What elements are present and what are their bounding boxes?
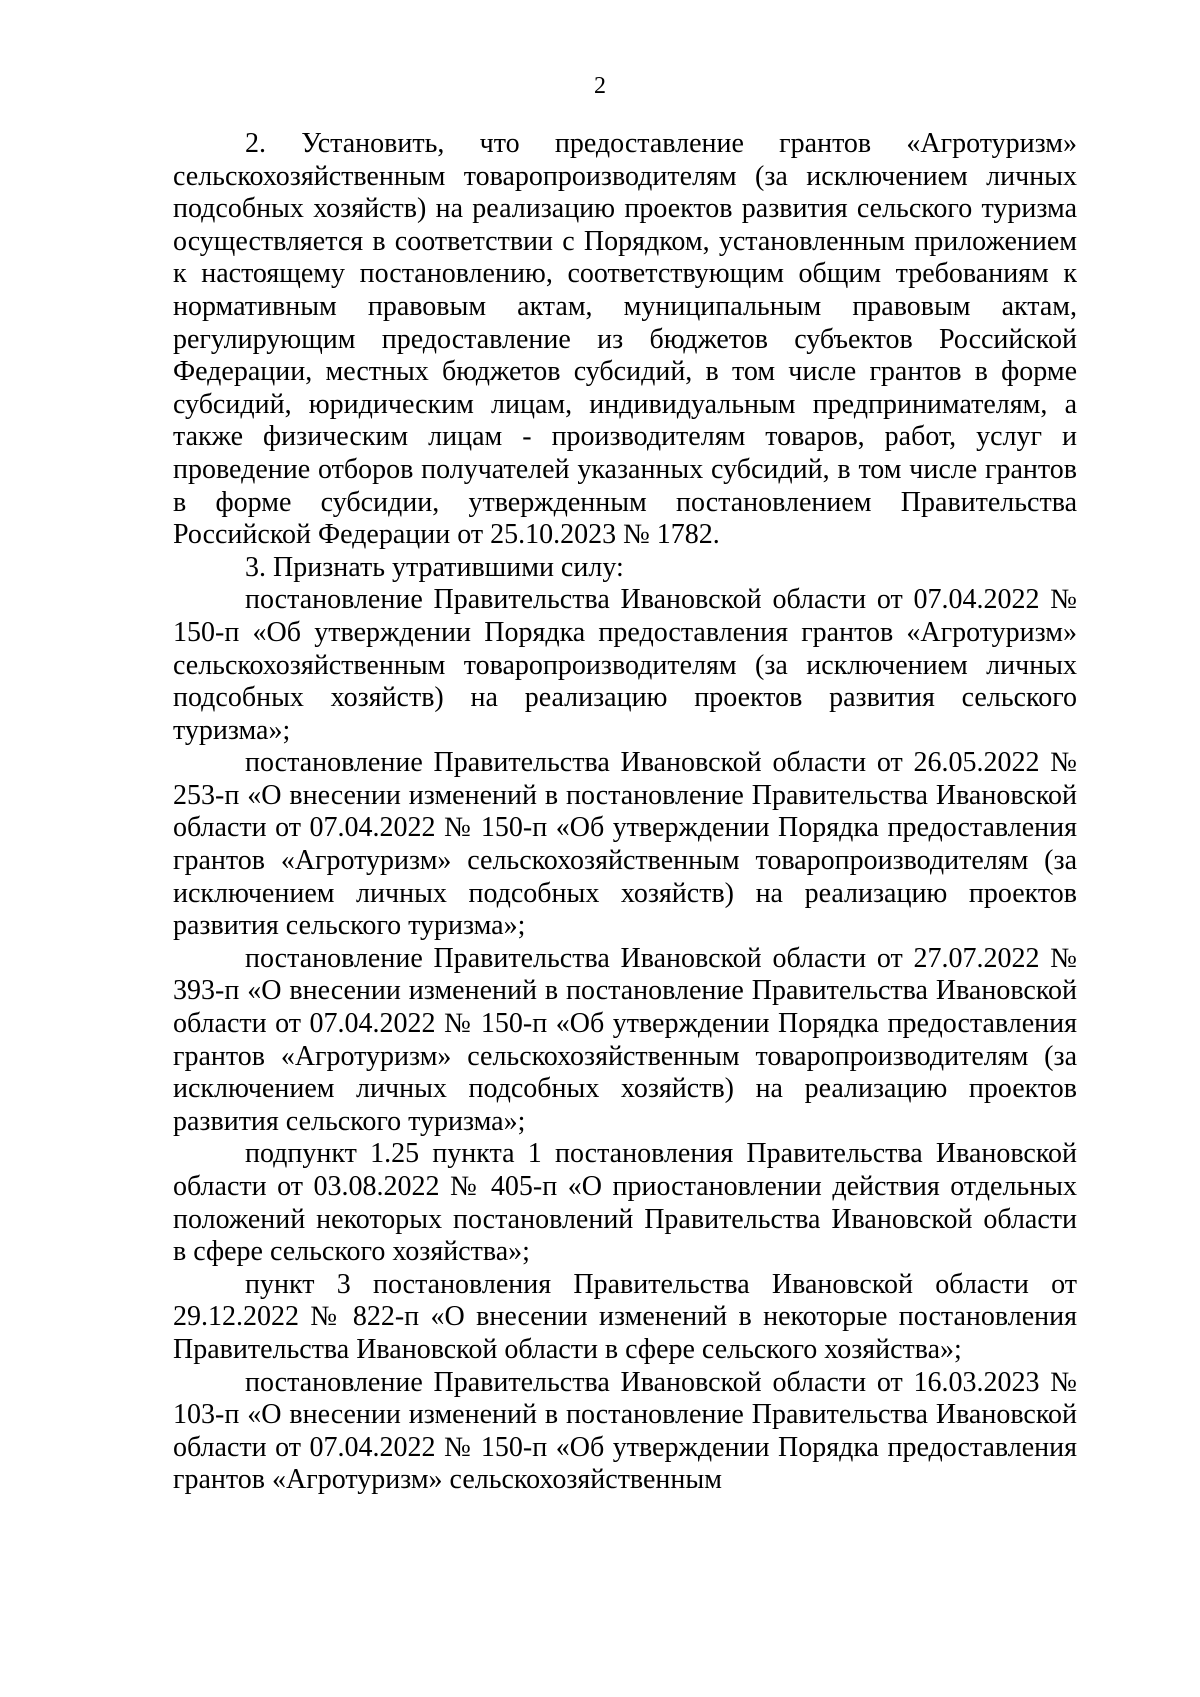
repealed-act-103: постановление Правительства Ивановской области от 16.03.2023 № 103-п «О внесении изменений в постановление Правительства Ивановской области от 07.04.2022 № 150-п «Об утверждении Порядка предоставления грантов «Агротуризм» сельскохозяйственным <box>173 1366 1077 1496</box>
document-body <box>173 128 1077 1497</box>
paragraph-item-3: 3. Признать утратившими силу: <box>245 551 624 583</box>
repealed-act-405: подпункт 1.25 пункта 1 постановления Правительства Ивановской области от 03.08.2022 № 405-п «О приостановлении действия отдельных положений некоторых постановлений Правительства Ивановской области в сфере сельского хозяйства»; <box>173 1138 1077 1268</box>
repealed-act-253: постановление Правительства Ивановской области от 26.05.2022 № 253-п «О внесении изменений в постановление Правительства Ивановской области от 07.04.2022 № 150-п «Об утверждении Порядка предоставления грантов «Агротуризм» сельскохозяйственным товаропроизводителям (за исключением личных подсобных хозяйств) на реализацию проектов развития сельского туризма»; <box>173 747 1077 942</box>
repealed-act-150: постановление Правительства Ивановской области от 07.04.2022 № 150-п «Об утверждении Порядка предоставления грантов «Агротуризм» сельскохозяйственным товаропроизводителям (за исключением личных подсобных хозяйств) на реализацию проектов развития сельского туризма»; <box>173 584 1077 746</box>
repealed-act-822: пункт 3 постановления Правительства Ивановской области от 29.12.2022 № 822-п «О внесении изменений в некоторые постановления Правительства Ивановской области в сфере сельского хозяйства»; <box>173 1268 1077 1365</box>
repealed-act-393: постановление Правительства Ивановской области от 27.07.2022 № 393-п «О внесении изменений в постановление Правительства Ивановской области от 07.04.2022 № 150-п «Об утверждении Порядка предоставления грантов «Агротуризм» сельскохозяйственным товаропроизводителям (за исключением личных подсобных хозяйств) на реализацию проектов развития сельского туризма»; <box>173 942 1077 1137</box>
page-number: 2 <box>594 73 606 99</box>
paragraph-item-2: 2. Установить, что предоставление грантов «Агротуризм» сельскохозяйственным товаропроизводителям (за исключением личных подсобных хозяйств) на реализацию проектов развития сельского туризма осуществляется в соответствии с Порядком, установленным приложением к настоящему постановлению, соответствующим общим требованиям к нормативным правовым актам, муниципальным правовым актам, регулирующим предоставление из бюджетов субъектов Российской Федерации, местных бюджетов субсидий, в том числе грантов в форме субсидий, юридическим лицам, индивидуальным предпринимателям, а также физическим лицам - производителям товаров, работ, услуг и проведение отборов получателей указанных субсидий, в том числе грантов в форме субсидии, утвержденным постановлением Правительства Российской Федерации от 25.10.2023 № 1782. <box>173 128 1077 551</box>
